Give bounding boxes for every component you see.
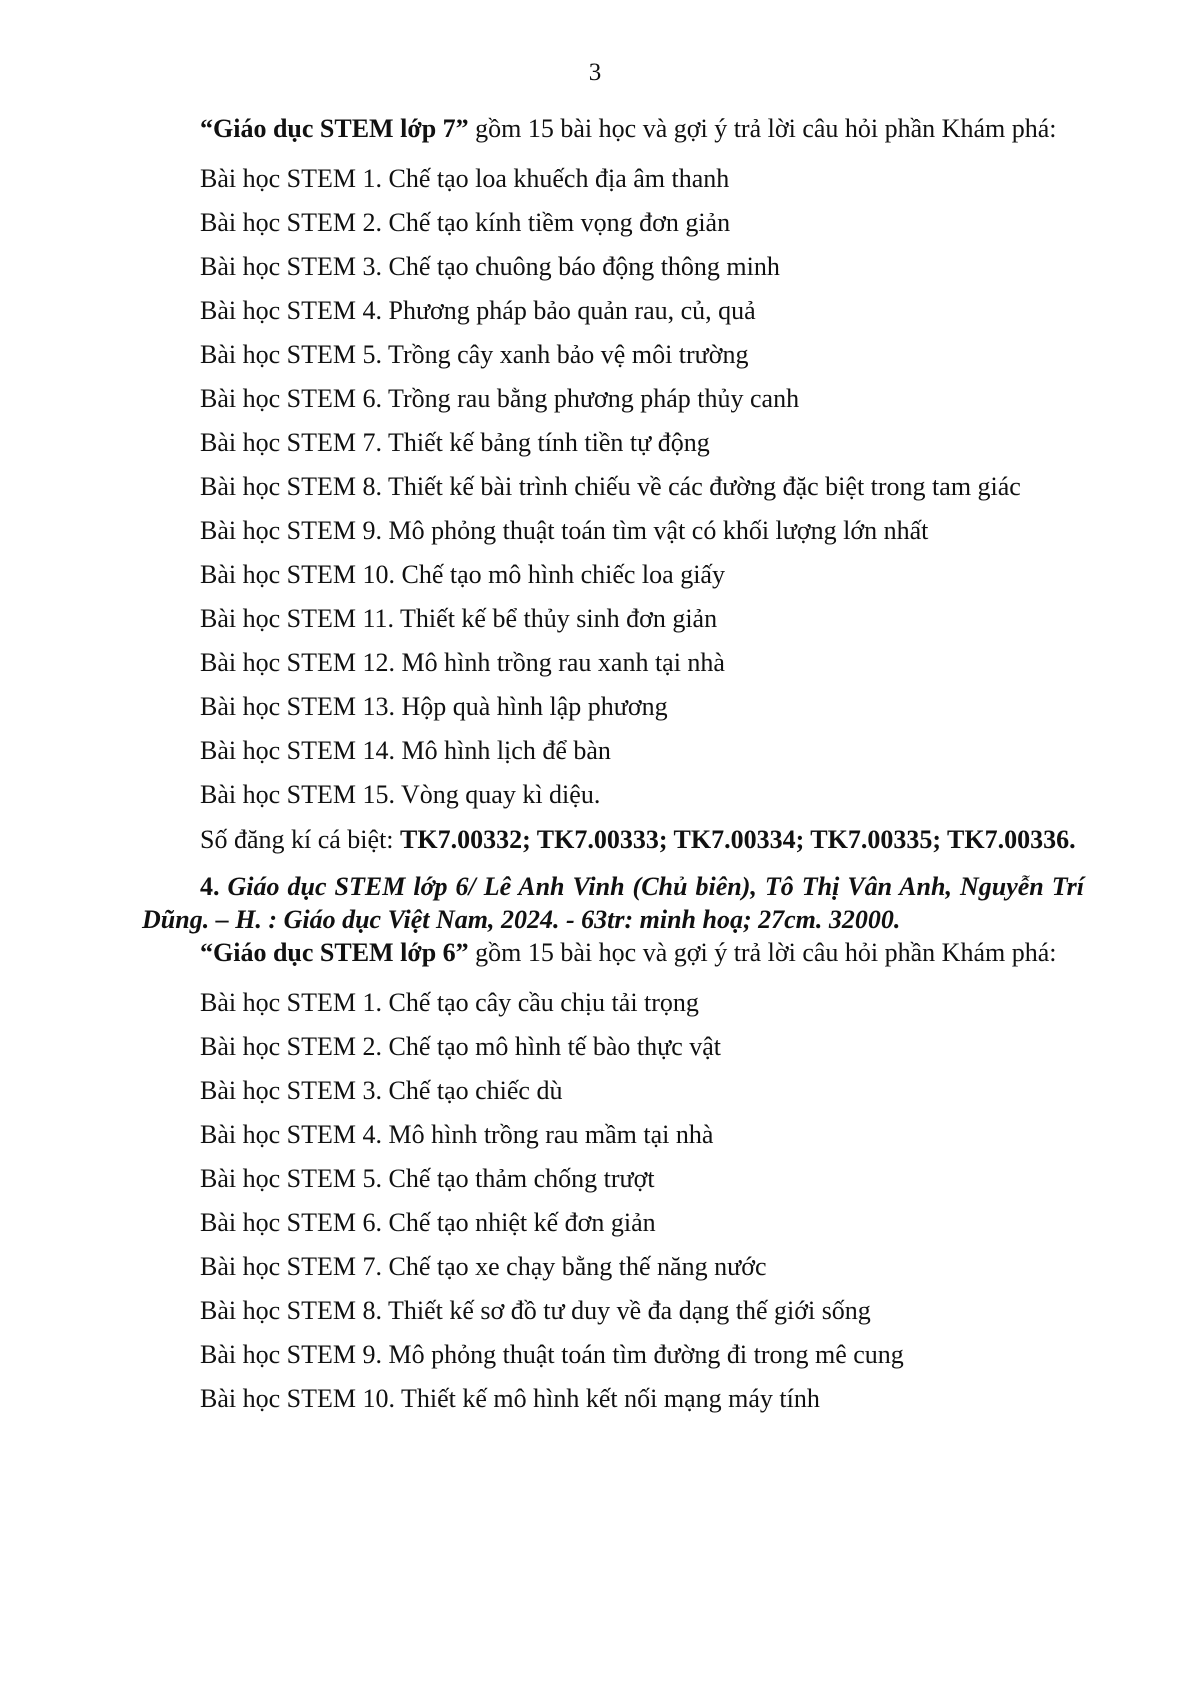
list-item: Bài học STEM 6. Chế tạo nhiệt kế đơn giản	[200, 1208, 656, 1237]
list-item: Bài học STEM 12. Mô hình trồng rau xanh tại nhà	[200, 648, 725, 677]
list-item: Bài học STEM 8. Thiết kế bài trình chiếu về các đường đặc biệt trong tam giác	[200, 472, 1021, 501]
entry-citation: Giáo dục STEM lớp 6/ Lê Anh Vinh (Chủ biên), Tô Thị Vân Anh, Nguyễn Trí Dũng. – H. : Giáo dục Việt Nam, 2024. - 63tr: minh hoạ; 27cm. 32000.	[142, 872, 1085, 934]
list-item: Bài học STEM 11. Thiết kế bể thủy sinh đơn giản	[200, 604, 718, 633]
list-item: Bài học STEM 14. Mô hình lịch để bàn	[200, 736, 611, 765]
registration-label: Số đăng kí cá biệt:	[200, 825, 401, 854]
list-item: Bài học STEM 4. Phương pháp bảo quản rau, củ, quả	[200, 296, 756, 325]
list-item: Bài học STEM 13. Hộp quà hình lập phương	[200, 692, 668, 721]
list-item: Bài học STEM 5. Chế tạo thảm chống trượt	[200, 1164, 655, 1193]
list-item: Bài học STEM 2. Chế tạo mô hình tế bào thực vật	[200, 1032, 722, 1061]
list-item: Bài học STEM 10. Chế tạo mô hình chiếc loa giấy	[200, 560, 725, 589]
page-number: 3	[588, 59, 602, 86]
list-item: Bài học STEM 15. Vòng quay kì diệu.	[200, 780, 601, 809]
list-item: Bài học STEM 3. Chế tạo chuông báo động thông minh	[200, 252, 780, 281]
list-item: Bài học STEM 7. Thiết kế bảng tính tiền tự động	[200, 428, 710, 457]
stem7-lesson-list	[142, 157, 1084, 817]
list-item: Bài học STEM 10. Thiết kế mô hình kết nối mạng máy tính	[200, 1384, 820, 1413]
list-item: Bài học STEM 3. Chế tạo chiếc dù	[200, 1076, 563, 1105]
stem6-intro	[142, 936, 1084, 969]
registration-numbers: TK7.00332; TK7.00333; TK7.00334; TK7.00335; TK7.00336.	[400, 825, 1076, 854]
list-item: Bài học STEM 1. Chế tạo loa khuếch địa âm thanh	[200, 164, 730, 193]
list-item: Bài học STEM 9. Mô phỏng thuật toán tìm đường đi trong mê cung	[200, 1340, 904, 1369]
list-item: Bài học STEM 4. Mô hình trồng rau mầm tại nhà	[200, 1120, 714, 1149]
list-item: Bài học STEM 7. Chế tạo xe chạy bằng thế năng nước	[200, 1252, 767, 1281]
list-item: Bài học STEM 6. Trồng rau bằng phương pháp thủy canh	[200, 384, 800, 413]
stem7-registration	[142, 823, 1084, 856]
stem7-intro	[142, 112, 1084, 145]
page-content	[142, 112, 1084, 1421]
stem7-title: “Giáo dục STEM lớp 7”	[200, 114, 469, 143]
entry-number: 4.	[200, 872, 228, 901]
list-item: Bài học STEM 5. Trồng cây xanh bảo vệ môi trường	[200, 340, 749, 369]
list-item: Bài học STEM 2. Chế tạo kính tiềm vọng đơn giản	[200, 208, 731, 237]
stem7-intro-text: gồm 15 bài học và gợi ý trả lời câu hỏi phần Khám phá:	[468, 114, 1057, 143]
stem6-intro-text: gồm 15 bài học và gợi ý trả lời câu hỏi phần Khám phá:	[468, 938, 1057, 967]
stem6-title: “Giáo dục STEM lớp 6”	[200, 938, 469, 967]
bibliography-entry-4	[142, 870, 1084, 936]
list-item: Bài học STEM 8. Thiết kế sơ đồ tư duy về đa dạng thế giới sống	[200, 1296, 871, 1325]
list-item: Bài học STEM 1. Chế tạo cây cầu chịu tải trọng	[200, 988, 699, 1017]
list-item: Bài học STEM 9. Mô phỏng thuật toán tìm vật có khối lượng lớn nhất	[200, 516, 929, 545]
stem6-lesson-list	[142, 981, 1084, 1421]
